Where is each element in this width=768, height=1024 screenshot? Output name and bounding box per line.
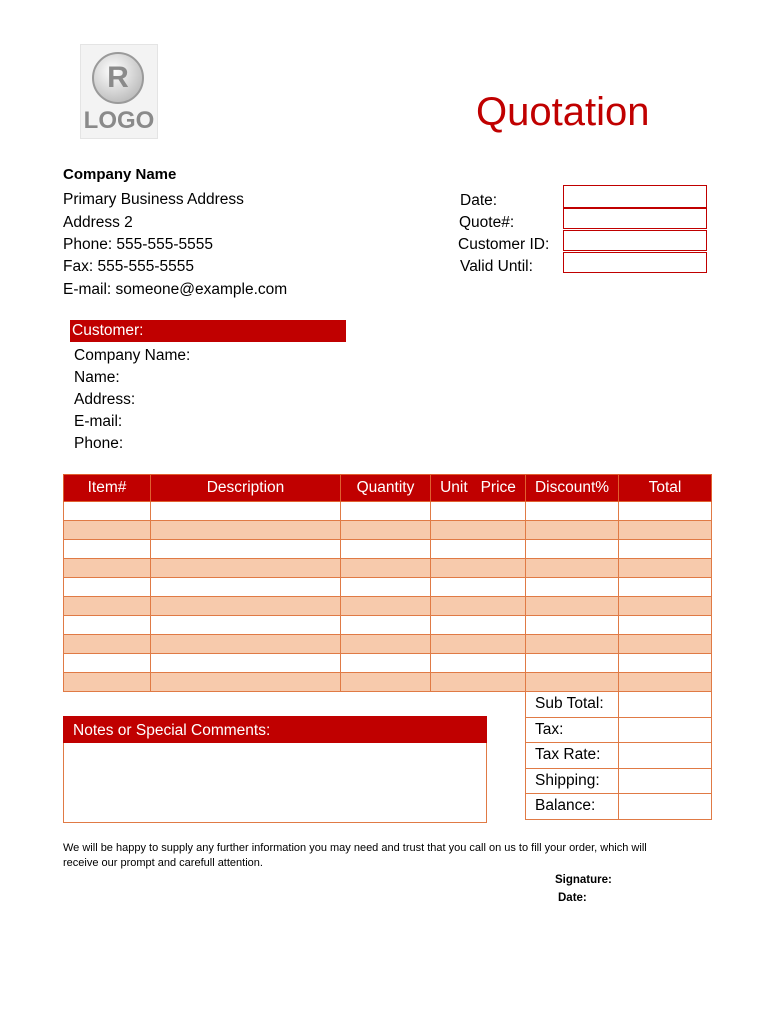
shipping-value-cell[interactable]	[619, 768, 712, 794]
table-cell[interactable]	[431, 654, 526, 673]
table-cell[interactable]	[431, 635, 526, 654]
table-row	[64, 559, 712, 578]
table-cell[interactable]	[64, 502, 151, 521]
table-cell[interactable]	[526, 673, 619, 692]
notes-field[interactable]	[63, 743, 487, 823]
table-cell[interactable]	[64, 578, 151, 597]
company-fax: Fax: 555-555-5555	[63, 258, 194, 275]
table-cell[interactable]	[619, 654, 712, 673]
table-cell[interactable]	[619, 673, 712, 692]
table-row	[64, 635, 712, 654]
table-cell[interactable]	[341, 559, 431, 578]
column-header-description: Description	[151, 475, 341, 502]
tax-rate-value-cell[interactable]	[619, 743, 712, 769]
table-cell[interactable]	[64, 673, 151, 692]
signature-label: Signature:	[555, 874, 612, 886]
table-cell[interactable]	[431, 673, 526, 692]
shipping-row	[526, 768, 712, 794]
column-header-item: Item#	[64, 475, 151, 502]
table-cell[interactable]	[526, 654, 619, 673]
quote-number-field[interactable]	[563, 208, 707, 229]
table-cell[interactable]	[431, 521, 526, 540]
table-cell[interactable]	[619, 540, 712, 559]
table-row	[64, 540, 712, 559]
table-cell[interactable]	[431, 616, 526, 635]
table-cell[interactable]	[151, 673, 341, 692]
table-cell[interactable]	[526, 521, 619, 540]
valid-until-label: Valid Until:	[460, 258, 533, 275]
items-table	[63, 474, 712, 692]
logo-letter: R	[107, 61, 129, 94]
table-cell[interactable]	[619, 578, 712, 597]
table-cell[interactable]	[151, 578, 341, 597]
table-cell[interactable]	[526, 616, 619, 635]
table-cell[interactable]	[64, 559, 151, 578]
table-cell[interactable]	[526, 635, 619, 654]
subtotal-label: Sub Total:	[526, 692, 619, 718]
column-header-total: Total	[619, 475, 712, 502]
table-row	[64, 616, 712, 635]
table-cell[interactable]	[151, 540, 341, 559]
table-row	[64, 578, 712, 597]
table-cell[interactable]	[151, 654, 341, 673]
valid-until-field[interactable]	[563, 252, 707, 273]
company-logo	[80, 44, 158, 139]
table-cell[interactable]	[341, 597, 431, 616]
subtotal-value-cell[interactable]	[619, 692, 712, 718]
table-cell[interactable]	[341, 578, 431, 597]
column-header-unit-price: Unit Price	[431, 475, 526, 502]
table-cell[interactable]	[341, 616, 431, 635]
table-cell[interactable]	[151, 616, 341, 635]
balance-value-cell[interactable]	[619, 794, 712, 820]
balance-label: Balance:	[526, 794, 619, 820]
logo-emblem-icon	[92, 52, 144, 104]
table-row	[64, 654, 712, 673]
closing-message: We will be happy to supply any further information you may need and trust that you call on us to fill your order, which will receive our prompt and carefull attention.	[63, 842, 647, 869]
table-cell[interactable]	[64, 521, 151, 540]
column-header-discount: Discount%	[526, 475, 619, 502]
table-cell[interactable]	[341, 521, 431, 540]
table-cell[interactable]	[151, 502, 341, 521]
table-cell[interactable]	[619, 521, 712, 540]
table-cell[interactable]	[341, 654, 431, 673]
table-cell[interactable]	[341, 502, 431, 521]
tax-row	[526, 717, 712, 743]
table-cell[interactable]	[431, 597, 526, 616]
document-title: Quotation	[476, 90, 650, 134]
table-cell[interactable]	[341, 540, 431, 559]
customer-id-label: Customer ID:	[458, 236, 550, 253]
table-cell[interactable]	[431, 559, 526, 578]
table-cell[interactable]	[619, 597, 712, 616]
table-row	[64, 502, 712, 521]
shipping-label: Shipping:	[526, 768, 619, 794]
table-cell[interactable]	[526, 559, 619, 578]
tax-rate-label: Tax Rate:	[526, 743, 619, 769]
notes-header: Notes or Special Comments:	[63, 716, 487, 743]
table-cell[interactable]	[64, 654, 151, 673]
customer-name-label: Name:	[74, 369, 120, 386]
table-cell[interactable]	[64, 597, 151, 616]
table-cell[interactable]	[151, 521, 341, 540]
company-name: Company Name	[63, 166, 177, 183]
table-cell[interactable]	[431, 540, 526, 559]
table-cell[interactable]	[526, 540, 619, 559]
customer-company-name-label: Company Name:	[74, 347, 191, 364]
table-cell[interactable]	[64, 616, 151, 635]
table-cell[interactable]	[431, 578, 526, 597]
balance-row	[526, 794, 712, 820]
table-cell[interactable]	[526, 578, 619, 597]
table-cell[interactable]	[64, 635, 151, 654]
table-cell[interactable]	[619, 559, 712, 578]
tax-rate-row	[526, 743, 712, 769]
table-cell[interactable]	[341, 673, 431, 692]
logo-text: LOGO	[83, 107, 155, 134]
tax-value-cell[interactable]	[619, 717, 712, 743]
tax-label: Tax:	[526, 717, 619, 743]
quote-number-label: Quote#:	[459, 214, 515, 231]
totals-table	[525, 691, 712, 820]
date-label: Date:	[460, 192, 498, 209]
company-email: E-mail: someone@example.com	[63, 281, 288, 298]
items-body	[64, 502, 712, 692]
customer-address-label: Address:	[74, 391, 136, 408]
customer-header: Customer:	[70, 320, 346, 342]
signature-date-label: Date:	[558, 892, 587, 904]
company-phone: Phone: 555-555-5555	[63, 236, 213, 253]
table-cell[interactable]	[619, 502, 712, 521]
subtotal-row	[526, 692, 712, 718]
date-field[interactable]	[563, 185, 707, 208]
table-cell[interactable]	[341, 635, 431, 654]
table-cell[interactable]	[64, 540, 151, 559]
table-cell[interactable]	[619, 635, 712, 654]
company-address-1: Primary Business Address	[63, 191, 244, 208]
table-cell[interactable]	[151, 635, 341, 654]
customer-phone-label: Phone:	[74, 435, 124, 452]
table-row	[64, 673, 712, 692]
customer-email-label: E-mail:	[74, 413, 123, 430]
table-cell[interactable]	[151, 597, 341, 616]
items-header-row	[64, 475, 712, 502]
table-cell[interactable]	[431, 502, 526, 521]
customer-id-field[interactable]	[563, 230, 707, 251]
table-row	[64, 521, 712, 540]
table-cell[interactable]	[526, 502, 619, 521]
table-row	[64, 597, 712, 616]
company-address-2: Address 2	[63, 214, 133, 231]
table-cell[interactable]	[151, 559, 341, 578]
column-header-quantity: Quantity	[341, 475, 431, 502]
table-cell[interactable]	[526, 597, 619, 616]
table-cell[interactable]	[619, 616, 712, 635]
